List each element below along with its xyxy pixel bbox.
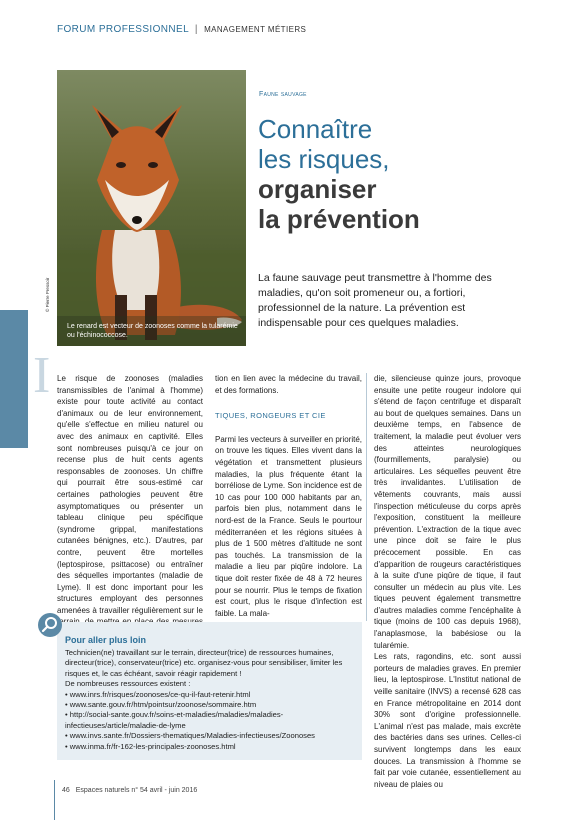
box-body: [65, 648, 355, 752]
resource-link[interactable]: • www.sante.gouv.fr/htm/pointsur/zoonose/sommaire.htm: [65, 700, 257, 710]
page-footer: [62, 787, 197, 794]
running-header: [57, 24, 306, 35]
column-divider: [366, 373, 367, 621]
paragraph: Parmi les vecteurs à surveiller en priorité, on trouve les tiques. Elles vivent dans la végétation et transmettent plusieurs maladies, la plus fréquente étant la borréliose de Lyme. Son incidence est de 10 cas pour 100 000 habitants par an, parfois bien plus, notamment dans le nord-est de la France. Seuls le pourtour méditerranéen et les régions situées à plus de 1 500 mètres d'altitude ne sont pas touchés. La transmission de la maladie a lieu par piqûre indolore. La tique doit rester fixée de 48 à 72 heures pour se nourrir. Plus le temps de fixation est court, plus le risque d'infection est faible. La mala-: [215, 434, 362, 618]
section-heading: TIQUES, RONGEURS ET CIE: [215, 411, 326, 421]
resource-link[interactable]: • www.inma.fr/fr-162-les-principales-zoonoses.html: [65, 741, 236, 751]
page-number: 46: [62, 787, 70, 794]
paragraph: tion en lien avec la médecine du travail, et des formations.: [215, 374, 362, 395]
title-line: la prévention: [258, 204, 420, 234]
fox-photo: [57, 70, 246, 346]
photo-credit: © Pierre Pressoir: [45, 277, 50, 312]
article-kicker: Faune sauvage: [259, 91, 307, 98]
header-separator: |: [194, 24, 198, 35]
title-line: les risques,: [258, 144, 390, 174]
magnifier-icon: [38, 613, 62, 637]
title-line: Connaître: [258, 114, 373, 144]
box-title: Pour aller plus loin: [65, 635, 147, 645]
box-resources-label: De nombreuses ressources existent :: [65, 679, 191, 689]
section-name: FORUM PROFESSIONNEL: [57, 24, 189, 35]
fox-illustration: [57, 70, 246, 346]
edge-color-tab: [0, 310, 28, 448]
subsection-name: MANAGEMENT MÉTIERS: [204, 25, 307, 34]
box-intro: Technicien(ne) travaillant sur le terrain, directeur(trice) de ressources humaines, directeur(trice), conservateur(trice) etc. organisez-vous pour sensibiliser, limiter les risques et, le cas échéant, savoir réagir rapidement !: [65, 648, 343, 678]
text-column-3: [374, 373, 521, 790]
text-column-2: [215, 373, 362, 619]
paragraph: Le risque de zoonoses (maladies transmissibles de l'animal à l'homme) existe pour toute activité au contact d'animaux ou de leur environnement, qu'elle s'effectue en milieu naturel ou avec des animaux en captivité. Elles sont nombreuses puisqu'à ce jour on recense plus de huit cents agents responsables de zoonoses. Un chiffre qui pourrait être sous-estimé car certaines pathologies peuvent être asymptomatiques ou présenter un tableau clinique peu spécifique (syndrome grippal, manifestations cutanées bénignes, etc.). D'autres, par contre, peuvent être mortelles (leptospirose, psittacose) ou entraîner des séquelles importantes (maladie de Lyme). Il est donc important pour les structures employant des personnes amenées à travailler régulièrement sur le: [57, 374, 203, 615]
paragraph: die, silencieuse quinze jours, provoque ensuite une petite rougeur indolore qui s'étend de façon centrifuge et disparaît au bout de quelques semaines. Dans un deuxième temps, en l'absence de traitement, la maladie peut évoluer vers des atteintes neurologiques (fourmillements, paralysie) ou articulaires. Les séquelles peuvent être très invalidantes. L'utilisation de vêtements couvrants, mais aussi l'inspection méticuleuse du corps après l'exposition, constituent la meilleure prévention. L'extraction de la tique avec une pince doit se faire le plus précocement possible. En cas d'apparition de rougeurs caractéristiques à la suite d'une piqûre de tique, il faut consulter un médecin au plus vite. Les tiques peuvent également transmettre d'autres maladies comme l'encéphalite à tique (moins de 100 cas depuis 1968), l'anaplasmose, la babésiose ou la tularémie.: [374, 374, 521, 650]
publication-info: Espaces naturels n° 54 avril - juin 2016: [75, 787, 198, 794]
resource-link[interactable]: • www.invs.sante.fr/Dossiers-thematiques/Maladies-infectieuses/Zoonoses: [65, 731, 315, 741]
magnifier-glyph: [38, 613, 62, 637]
title-line: organiser: [258, 174, 377, 204]
text-column-1: [57, 373, 203, 640]
paragraph: Les rats, ragondins, etc. sont aussi porteurs de maladies graves. En premier lieu, la leptospirose. L'Institut national de veille sanitaire (INVS) a recensé 628 cas en France métropolitaine en 2014 dont 30% sont d'origine professionnelle. L'animal n'est pas malade, mais excrète des bactéries dans ses urines. Celles-ci survivent longtemps dans les eaux douces. La transmission à l'homme se fait par voie cutanée, essentiellement au niveau de plaies ou: [374, 652, 521, 789]
article-lead: La faune sauvage peut transmettre à l'homme des maladies, qu'on soit promeneur ou, a fortiori, professionnel de la nature. La prévention est indispensable pour ces quelques maladies.: [258, 272, 492, 329]
resource-link[interactable]: • www.inrs.fr/risques/zoonoses/ce-qu-il-faut-retenir.html: [65, 689, 251, 699]
resource-link[interactable]: • http://social-sante.gouv.fr/soins-et-maladies/maladies/maladies-infectieuses/article/maladie-de-lyme: [65, 710, 284, 730]
footer-rule: [54, 780, 55, 820]
article-title: [258, 114, 420, 234]
drop-cap: I: [33, 347, 51, 404]
resource-links: [65, 690, 355, 752]
photo-caption: Le renard est vecteur de zoonoses comme la tularémie ou l'échinococcose.: [67, 323, 238, 339]
